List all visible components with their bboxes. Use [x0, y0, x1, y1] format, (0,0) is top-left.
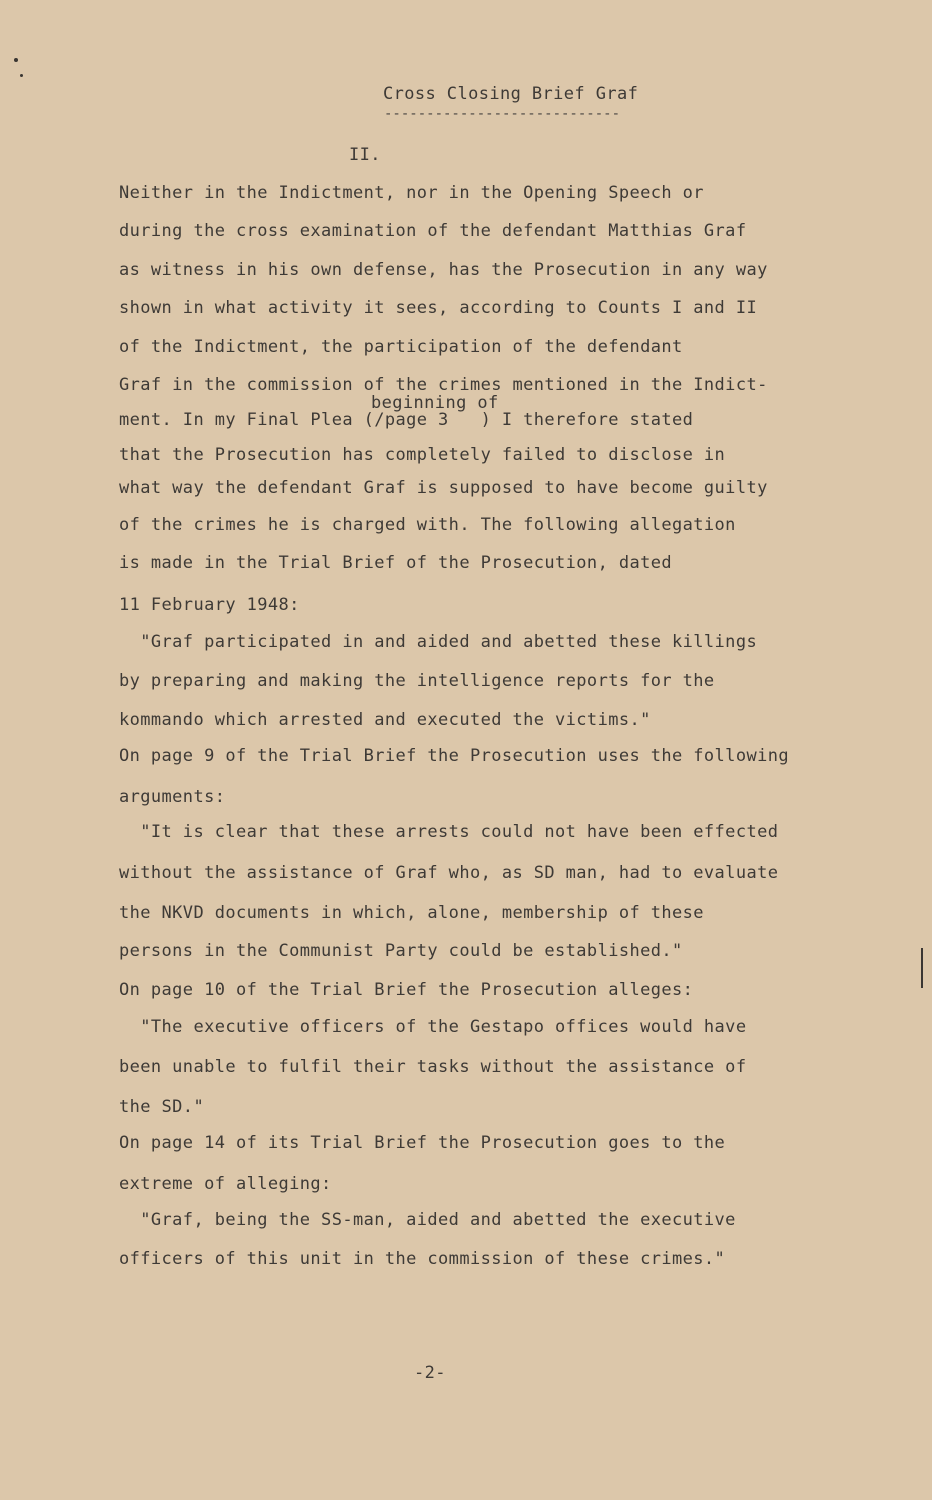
text-line: the SD.": [119, 1097, 205, 1117]
text-line: shown in what activity it sees, according to Counts I and II: [119, 298, 758, 318]
text-line: "It is clear that these arrests could not have been effected: [119, 822, 779, 842]
text-line: as witness in his own defense, has the Prosecution in any way: [119, 260, 768, 280]
text-line: On page 14 of its Trial Brief the Prosecution goes to the: [119, 1133, 726, 1153]
paper-speck: [20, 74, 23, 77]
text-line: been unable to fulfil their tasks without the assistance of: [119, 1057, 747, 1077]
paper-speck: [14, 58, 18, 62]
text-line: kommando which arrested and executed the victims.": [119, 710, 651, 730]
text-line: "The executive officers of the Gestapo offices would have: [119, 1017, 747, 1037]
text-line: Graf in the commission of the crimes mentioned in the Indict-: [119, 375, 768, 395]
text-line: officers of this unit in the commission of these crimes.": [119, 1249, 726, 1269]
document-title: Cross Closing Brief Graf: [383, 84, 639, 104]
text-line: Neither in the Indictment, nor in the Opening Speech or: [119, 183, 704, 203]
text-line: what way the defendant Graf is supposed to have become guilty: [119, 478, 768, 498]
text-line: of the Indictment, the participation of the defendant: [119, 337, 683, 357]
text-line: the NKVD documents in which, alone, membership of these: [119, 903, 704, 923]
section-heading: II.: [349, 145, 381, 165]
text-line: On page 10 of the Trial Brief the Prosecution alleges:: [119, 980, 694, 1000]
text-line: extreme of alleging:: [119, 1174, 332, 1194]
text-line: "Graf participated in and aided and abetted these killings: [119, 632, 758, 652]
text-line: is made in the Trial Brief of the Prosecution, dated: [119, 553, 673, 573]
text-line: ment. In my Final Plea (/page 3 ) I therefore stated: [119, 410, 694, 430]
text-line: during the cross examination of the defendant Matthias Graf: [119, 221, 747, 241]
interlinear-insert: beginning of: [371, 393, 499, 413]
text-line: by preparing and making the intelligence reports for the: [119, 671, 715, 691]
text-line: "Graf, being the SS-man, aided and abetted the executive: [119, 1210, 736, 1230]
text-line: 11 February 1948:: [119, 595, 300, 615]
text-line: On page 9 of the Trial Brief the Prosecution uses the following: [119, 746, 789, 766]
margin-mark: [921, 948, 923, 988]
text-line: without the assistance of Graf who, as SD man, had to evaluate: [119, 863, 779, 883]
text-line: that the Prosecution has completely failed to disclose in: [119, 445, 726, 465]
text-line: arguments:: [119, 787, 226, 807]
page-number: -2-: [414, 1363, 446, 1383]
text-line: of the crimes he is charged with. The following allegation: [119, 515, 736, 535]
title-underline: ----------------------------: [384, 106, 621, 122]
text-line: persons in the Communist Party could be established.": [119, 941, 683, 961]
